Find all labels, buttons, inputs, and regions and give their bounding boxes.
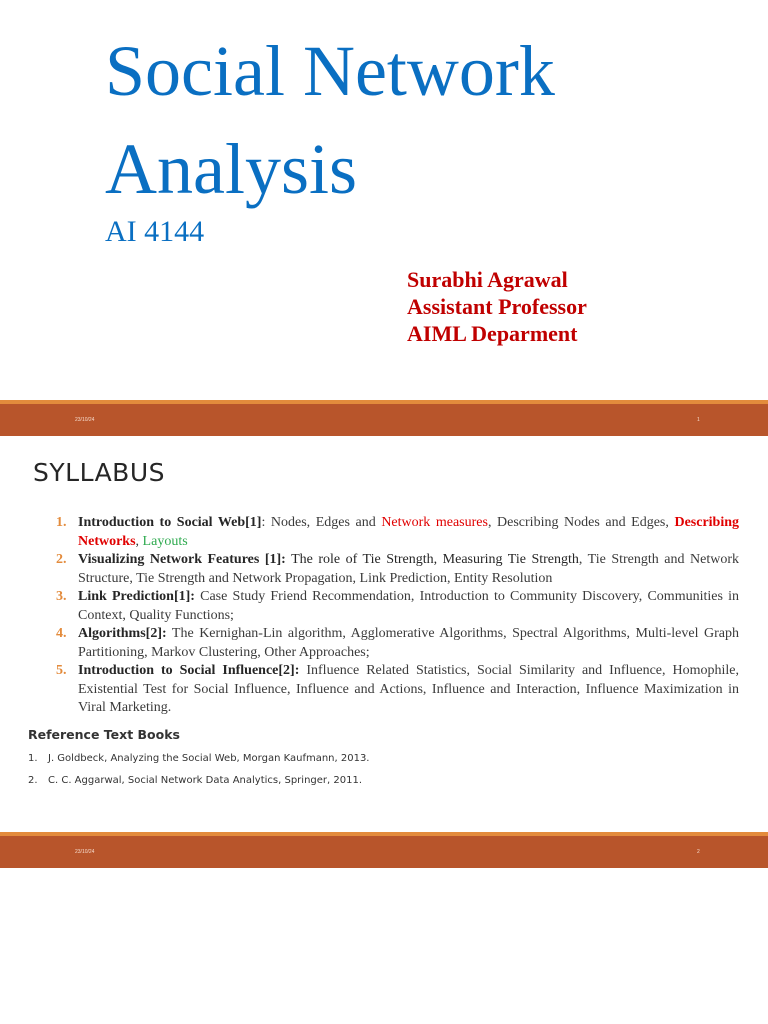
reference-text: J. Goldbeck, Analyzing the Social Web, Morgan Kaufmann, 2013. [48, 753, 370, 764]
reference-item [28, 752, 370, 774]
topic-title: Link Prediction[1]: [78, 589, 195, 604]
footer-date: 23/10/24 [75, 849, 95, 855]
topic-title: Visualizing Network Features [1]: [78, 552, 286, 567]
topic-text: , [135, 533, 143, 549]
topic-title: Introduction to Social Web[1] [78, 515, 262, 530]
title-slide [0, 0, 768, 400]
footer-date: 23/10/24 [75, 417, 95, 423]
topic-text: The Kernighan-Lin algorithm, Agglomerative Algorithms, Spectral Algorithms, Multi-level Graph Partitioning, Markov Clustering, Other Approaches; [78, 626, 739, 660]
topic-item [53, 662, 739, 718]
topic-highlight: Describing Networks [78, 515, 740, 549]
topic-number: 5. [56, 663, 67, 678]
reference-number: 2. [28, 775, 38, 786]
topic-item [53, 588, 739, 625]
topic-text: : Nodes, Edges and [261, 515, 382, 530]
author-title: Assistant Professor [407, 294, 587, 319]
footer-page-number: 1 [697, 417, 700, 423]
course-code: AI 4144 [105, 215, 205, 248]
reference-list [28, 752, 370, 796]
author-block [407, 266, 587, 347]
footer-page-number: 2 [697, 849, 700, 855]
topic-text: , Tie Strength and Network Structure, Tie Strength and Network Propagation, Link Prediction, Entity Resolution [78, 552, 739, 586]
topic-text: Influence Related Statistics, Social Similarity and Influence, Homophile, Existential Test for Social Influence, Influence and Actions, Influence and Interaction, Influence Maximization in Viral Marketing. [78, 663, 739, 715]
author-name: Surabhi Agrawal [407, 267, 568, 292]
references-heading: Reference Text Books [28, 727, 180, 742]
author-department: AIML Deparment [407, 321, 578, 346]
topic-item [53, 551, 739, 588]
topic-text: , Describing Nodes and Edges, [487, 515, 675, 530]
topic-title: Introduction to Social Influence[2]: [78, 663, 300, 678]
slide-footer-2 [0, 832, 768, 868]
topic-number: 2. [56, 552, 67, 567]
slide-title-line-1: Social Network [105, 31, 555, 111]
reference-text: C. C. Aggarwal, Social Network Data Analytics, Springer, 2011. [48, 775, 362, 786]
syllabus-topic-list [53, 514, 739, 718]
topic-emphasis: The role of Tie Strength, Measuring Tie Strength [285, 552, 579, 567]
reference-item [28, 774, 370, 796]
slide-footer-1 [0, 400, 768, 436]
topic-item [53, 625, 739, 662]
topic-number: 3. [56, 589, 67, 604]
topic-title: Algorithms[2]: [78, 626, 167, 641]
topic-number: 1. [56, 515, 67, 530]
topic-highlight: Layouts [142, 533, 188, 549]
slide-title-line-2: Analysis [105, 129, 357, 209]
syllabus-heading: SYLLABUS [33, 458, 165, 487]
reference-number: 1. [28, 753, 38, 764]
topic-number: 4. [56, 626, 67, 641]
topic-text: Case Study Friend Recommendation, Introduction to Community Discovery, Communities in Context, Quality Functions; [78, 589, 739, 623]
topic-item [53, 514, 739, 551]
topic-highlight: Network measures [381, 515, 488, 530]
